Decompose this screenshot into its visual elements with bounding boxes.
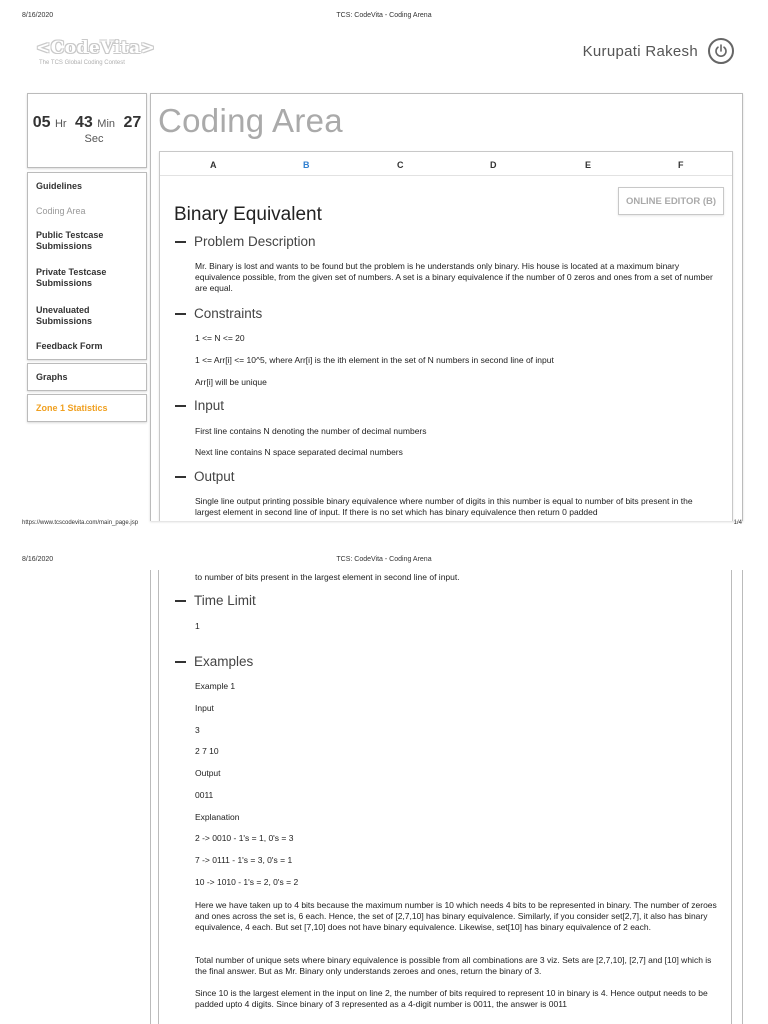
section-examples[interactable] — [175, 654, 253, 669]
section-input[interactable] — [175, 398, 224, 413]
sidebar-item-guidelines[interactable]: Guidelines — [36, 181, 83, 191]
sidebar-item-coding-area[interactable]: Coding Area — [36, 206, 86, 216]
problem-tabs — [160, 152, 732, 176]
section-output[interactable] — [175, 469, 235, 484]
collapse-icon — [175, 661, 186, 663]
example-line: 10 -> 1010 - 1's = 2, 0's = 2 — [195, 877, 299, 887]
section-problem-description[interactable] — [175, 234, 316, 249]
constraint-line: Arr[i] will be unique — [195, 377, 267, 387]
online-editor-button[interactable]: ONLINE EDITOR (B) — [618, 187, 724, 215]
example-line: Input — [195, 703, 214, 713]
print-page-number: 1/4 — [733, 520, 742, 526]
print-header — [0, 12, 768, 26]
section-time-limit[interactable] — [175, 593, 256, 608]
explanation-paragraph: Total number of unique sets where binary equivalence is possible from all combinations are 3 viz. Sets are [2,7,10], [2,7] and [10] which is the final answer. But as Mr. Binary only understands zeroes and ones, return the binary of 3. — [195, 955, 712, 976]
section-title: Problem Description — [194, 234, 316, 249]
example-line: 2 -> 0010 - 1's = 1, 0's = 3 — [195, 833, 294, 843]
collapse-icon — [175, 313, 186, 315]
section-constraints[interactable] — [175, 306, 262, 321]
countdown-timer — [27, 93, 147, 168]
sidebar-item-public-testcase[interactable]: Public Testcase Submissions — [36, 230, 104, 251]
user-area — [583, 38, 734, 64]
nav-main-box — [27, 172, 147, 360]
print-date: 8/16/2020 — [22, 556, 54, 563]
logo-text: <CodeVita> — [36, 38, 156, 58]
print-header-page2 — [0, 556, 768, 570]
tab-f[interactable]: F — [678, 160, 684, 170]
card-left-border — [150, 570, 151, 1024]
card-right-border — [742, 570, 743, 1024]
nav-graphs-box — [27, 363, 147, 391]
tab-a[interactable]: A — [210, 160, 217, 170]
collapse-icon — [175, 241, 186, 243]
sidebar-item-private-testcase[interactable]: Private Testcase Submissions — [36, 267, 107, 288]
inner-card-left-border — [158, 570, 159, 1024]
example-line: Output — [195, 768, 221, 778]
time-limit-value: 1 — [195, 621, 200, 631]
example-line: 2 7 10 — [195, 746, 219, 756]
example-line: 7 -> 0111 - 1's = 3, 0's = 1 — [195, 855, 293, 865]
description-text: Mr. Binary is lost and wants to be found but the problem is he understands only binary. His house is located at a maximum binary equivalence possible, from the given set of numbers. A set is a binary equivalence if the number of 0 zeros and ones from a set of number are equal. — [195, 261, 713, 293]
explanation-paragraph: Here we have taken up to 4 bits because the maximum number is 10 which needs 4 bits to be represented in binary. The number of zeroes and ones across the set is, 6 each. Hence, the set of [2,7,10] has binary equivalence. Similarly, if you consider set[2,7], it also has binary equivalence, 4 each. But set [7,10] does not have binary equivalence. Likewise, set[10] has binary equivalence of 2 each. — [195, 900, 717, 932]
print-url: https://www.tcscodevita.com/main_page.jsp — [22, 520, 139, 526]
example-line: 3 — [195, 725, 200, 735]
nav-zone-box — [27, 394, 147, 422]
constraint-line: 1 <= N <= 20 — [195, 333, 245, 343]
timer-hm — [28, 114, 146, 132]
sidebar-nav — [27, 172, 147, 422]
tab-b[interactable]: B — [303, 160, 310, 170]
tab-d[interactable]: D — [490, 160, 497, 170]
timer-hours: 05 — [32, 114, 51, 131]
page-title: Coding Area — [158, 102, 343, 139]
logo-tagline: The TCS Global Coding Contest — [39, 60, 125, 66]
output-text: Single line output printing possible binary equivalence where number of digits in this number is equal to number of bits present in the largest element in second line of input. If there is no set which has binary equivalence then return 0 padded — [195, 496, 693, 517]
output-text-continued: to number of bits present in the largest element in second line of input. — [195, 572, 460, 582]
section-title: Constraints — [194, 306, 263, 321]
tab-e[interactable]: E — [585, 160, 592, 170]
section-title: Time Limit — [194, 593, 256, 608]
sidebar-item-unevaluated[interactable]: Unevaluated Submissions — [36, 305, 93, 326]
power-icon[interactable] — [708, 38, 734, 64]
sidebar-item-feedback[interactable]: Feedback Form — [36, 341, 103, 351]
collapse-icon — [175, 405, 186, 407]
timer-minutes: 43 — [75, 114, 93, 131]
section-title: Examples — [194, 654, 254, 669]
user-name: Kurupati Rakesh — [582, 42, 698, 60]
print-date: 8/16/2020 — [22, 12, 54, 19]
explanation-paragraph: Since 10 is the largest element in the input on line 2, the number of bits required to represent 10 in binary is 4. Hence output needs to be padded upto 4 digits. Since binary of 3 represented as a 4-digit number is 0011, the answer is 0011 — [195, 988, 708, 1009]
input-line: First line contains N denoting the number of decimal numbers — [195, 426, 427, 436]
timer-min-unit: Min — [97, 118, 116, 130]
example-line: Example 1 — [195, 681, 236, 691]
print-title: TCS: CodeVita - Coding Arena — [336, 12, 432, 19]
timer-hr-unit: Hr — [54, 118, 67, 130]
constraint-line: 1 <= Arr[i] <= 10^5, where Arr[i] is the ith element in the set of N numbers in second line of input — [195, 355, 554, 365]
collapse-icon — [175, 600, 186, 602]
timer-sec-unit: Sec — [84, 133, 104, 145]
example-line: 0011 — [195, 790, 214, 800]
sidebar-item-graphs[interactable]: Graphs — [36, 372, 68, 382]
print-title: TCS: CodeVita - Coding Arena — [336, 556, 432, 563]
section-title: Output — [194, 469, 235, 484]
section-title: Input — [194, 398, 225, 413]
inner-card-right-border — [731, 570, 732, 1024]
power-icon-glyph — [713, 43, 729, 59]
codevita-logo[interactable] — [36, 38, 166, 66]
sidebar-item-zone-stats[interactable]: Zone 1 Statistics — [36, 403, 108, 413]
collapse-icon — [175, 476, 186, 478]
example-line: Explanation — [195, 812, 240, 822]
timer-seconds: 27 — [123, 114, 142, 131]
problem-title: Binary Equivalent — [174, 204, 322, 225]
tab-c[interactable]: C — [397, 160, 404, 170]
input-line: Next line contains N space separated decimal numbers — [195, 447, 403, 457]
